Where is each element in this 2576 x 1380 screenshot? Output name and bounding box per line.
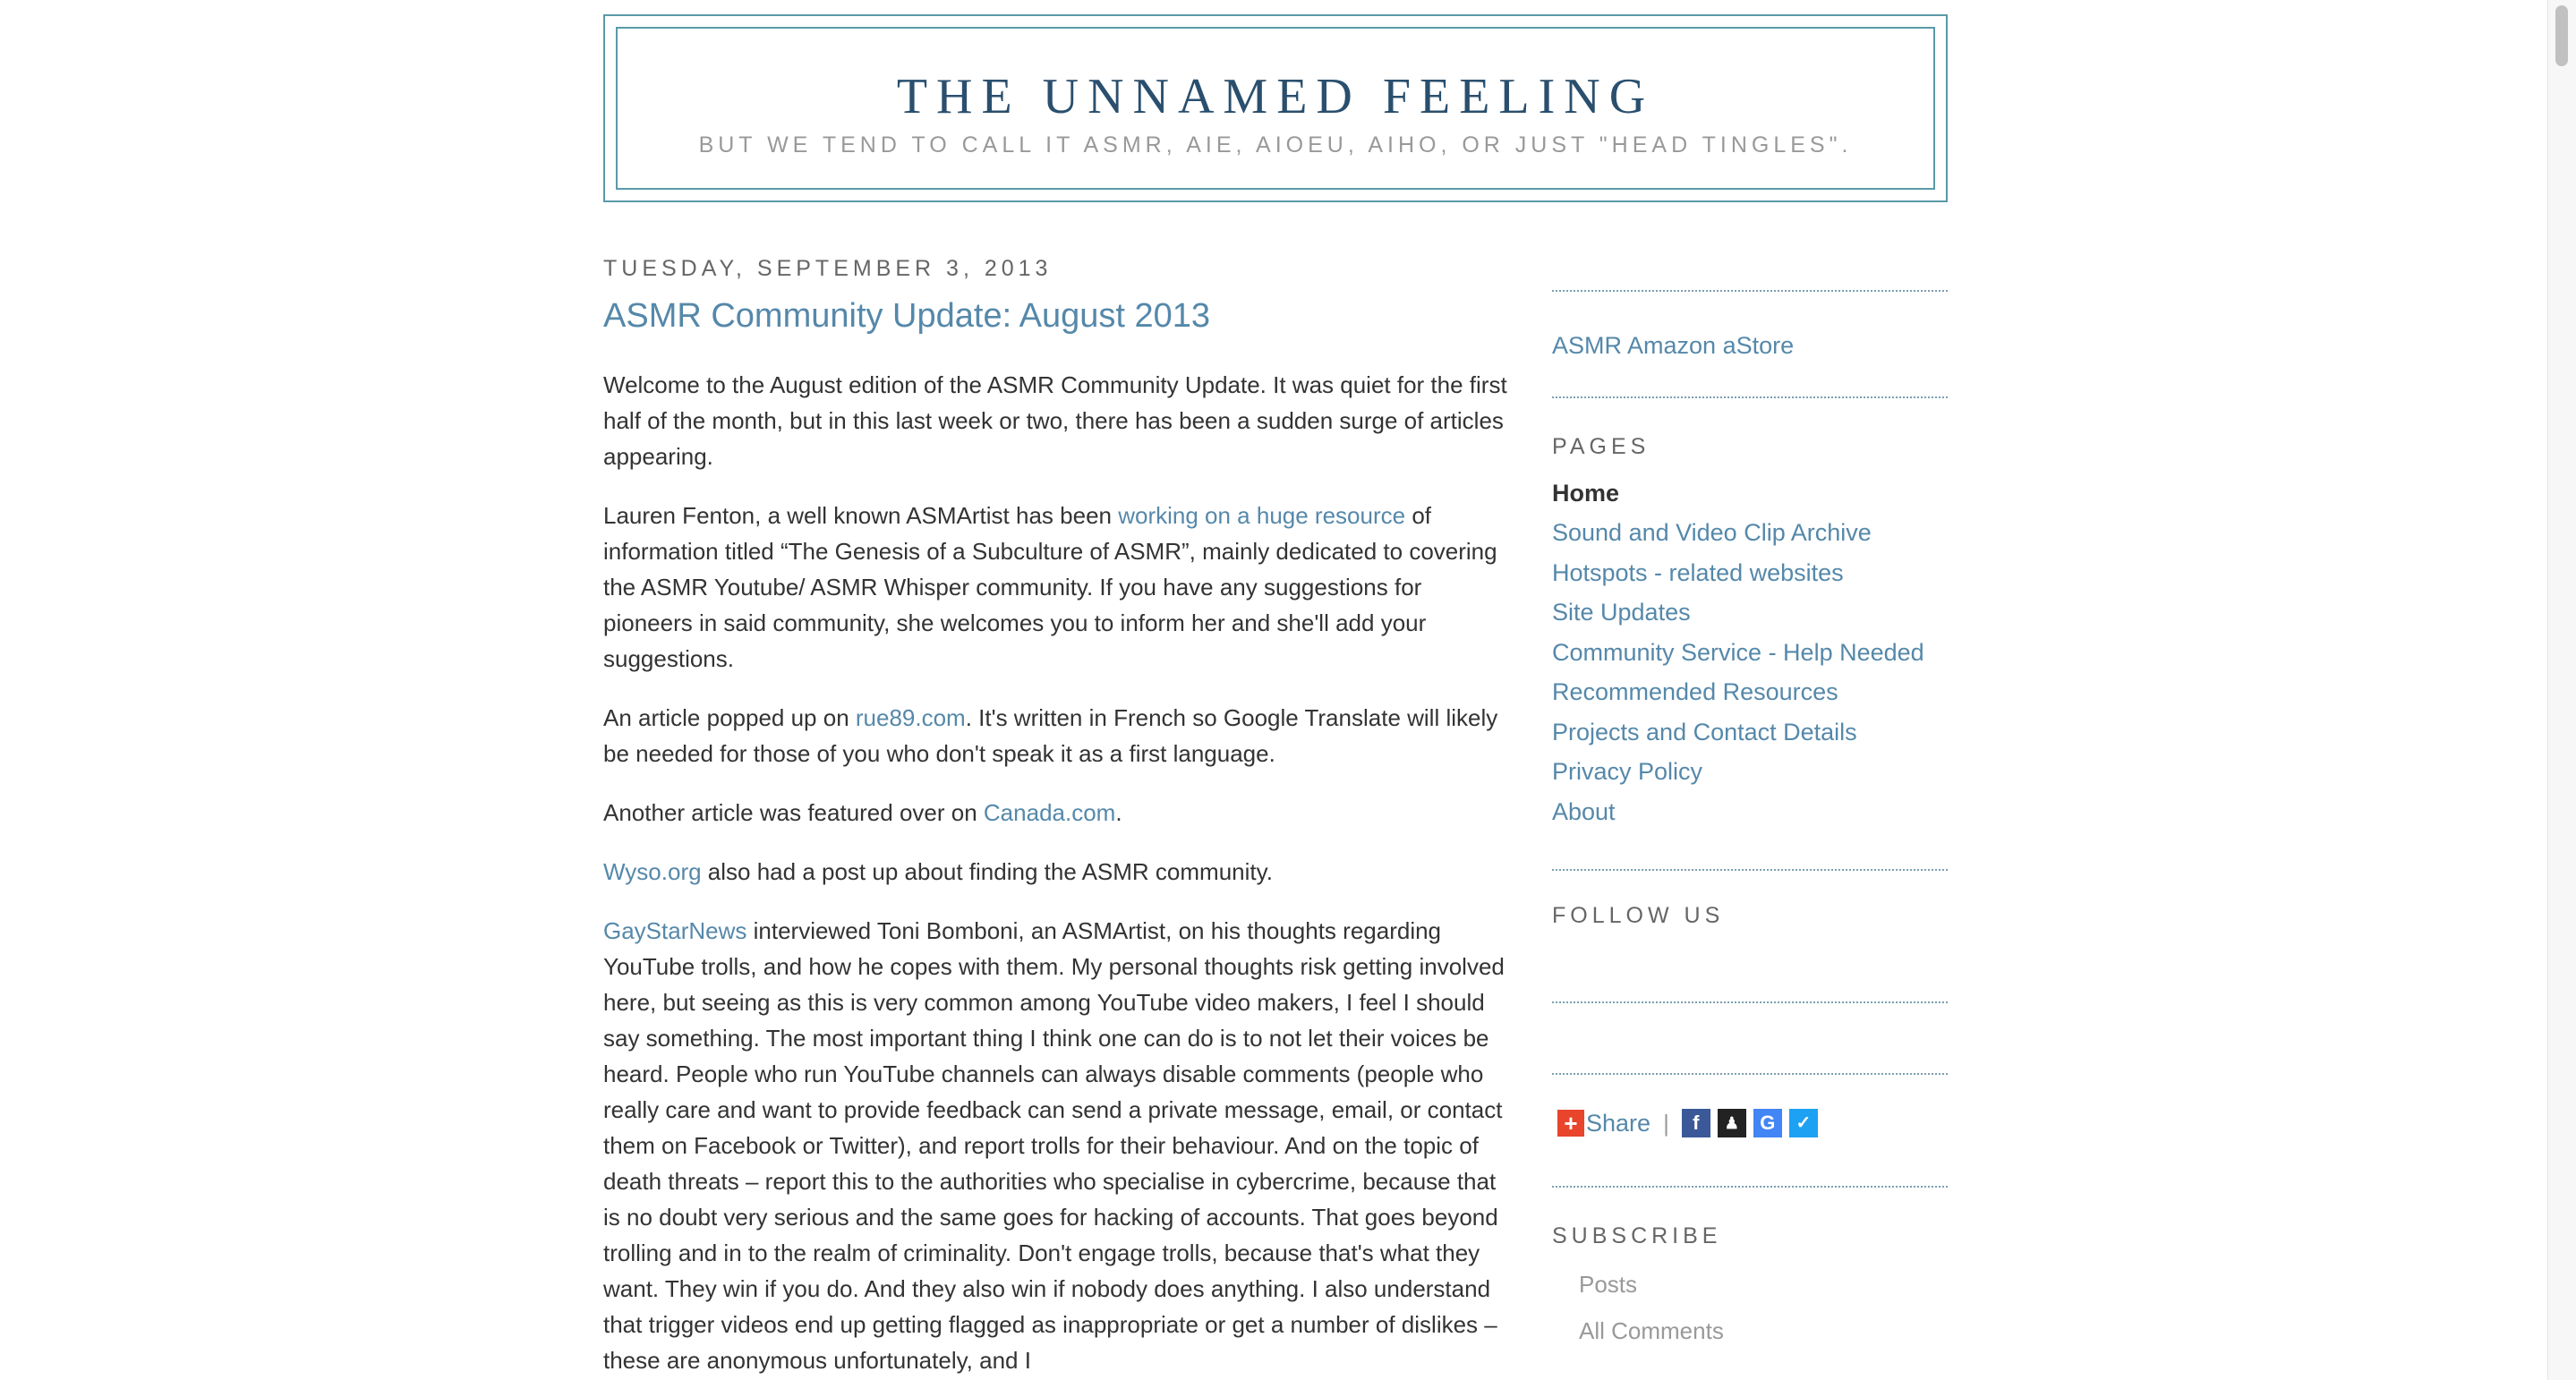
subscribe-list <box>1552 1266 1948 1349</box>
post-body <box>603 367 1507 1378</box>
blog-description: BUT WE TEND TO CALL IT ASMR, AIE, AIOEU, AIHO, OR JUST "HEAD TINGLES". <box>698 132 1853 158</box>
blog-header-inner-frame <box>616 27 1935 190</box>
sidebar-divider <box>1552 1001 1948 1003</box>
page-item-community-service[interactable]: Community Service - Help Needed <box>1552 638 1924 666</box>
myspace-icon[interactable]: ♟ <box>1718 1109 1746 1137</box>
paragraph-text: . It's written in French so Google Translate will likely be needed for those of you who don't speak it as a first language. <box>603 704 1498 767</box>
follow-us-heading: FOLLOW US <box>1552 903 1725 928</box>
paragraph-text: interviewed Toni Bomboni, an ASMArtist, on his thoughts regarding YouTube trolls, and how he copes with them. My personal thoughts risk getting involved here, but seeing as this is very common among YouTube video makers, I feel I should say something. The most important thing I think one can do is to not let their voices be heard. People who run YouTube channels can always disable comments (people who really care and want to provide feedback can send a private message, email, or contact them on Facebook or Twitter), and report trolls for their behaviour. And on the topic of death threats – report this to the authorities who specialise in cybercrime, because that is no doubt very serious and the same goes for hacking of accounts. That goes beyond trolling and in to the realm of criminality. Don't engage trolls, because that's what they want. They win if you do. And they also win if nobody does anything. I also understand that trigger videos end up getting flagged as inappropriate or get a number of dislikes – these are anonymous unfortunately, and I <box>603 917 1505 1374</box>
page-item-privacy-policy[interactable]: Privacy Policy <box>1552 758 1703 785</box>
canada-link[interactable]: Canada.com <box>983 799 1116 826</box>
wyso-link[interactable]: Wyso.org <box>603 858 702 885</box>
pages-heading: PAGES <box>1552 433 1651 459</box>
blog-title[interactable]: THE UNNAMED FEELING <box>896 69 1655 124</box>
post-paragraph-gaystarnews <box>603 913 1507 1378</box>
twitter-icon[interactable]: ✓ <box>1789 1109 1818 1137</box>
pages-list <box>1552 473 1948 832</box>
paragraph-text: An article popped up on <box>603 704 856 731</box>
sidebar-divider <box>1552 396 1948 398</box>
amazon-astore-link[interactable]: ASMR Amazon aStore <box>1552 332 1795 359</box>
post-title[interactable] <box>603 295 1507 336</box>
share-separator: | <box>1663 1109 1669 1137</box>
post-paragraph-canada <box>603 795 1507 831</box>
subscribe-all-comments[interactable]: All Comments <box>1579 1317 1724 1344</box>
share-plus-icon[interactable]: + <box>1557 1110 1584 1137</box>
sidebar-divider <box>1552 1186 1948 1188</box>
main-column <box>603 251 1507 1380</box>
paragraph-text: Lauren Fenton, a well known ASMArtist has been <box>603 502 1119 529</box>
subscribe-heading: SUBSCRIBE <box>1552 1223 1722 1248</box>
page-item-projects-contact[interactable]: Projects and Contact Details <box>1552 718 1857 745</box>
page-item-home[interactable]: Home <box>1552 479 1620 507</box>
sidebar-divider <box>1552 290 1948 292</box>
rue89-link[interactable]: rue89.com <box>855 704 966 731</box>
page-item-hotspots[interactable]: Hotspots - related websites <box>1552 558 1844 586</box>
huge-resource-link[interactable]: working on a huge resource <box>1118 502 1406 529</box>
post-paragraph-intro <box>603 367 1507 474</box>
blog-header <box>603 14 1948 202</box>
post-paragraph-rue89 <box>603 700 1507 771</box>
page-item-site-updates[interactable]: Site Updates <box>1552 599 1691 626</box>
post-date: TUESDAY, SEPTEMBER 3, 2013 <box>603 256 1053 281</box>
sidebar-divider <box>1552 869 1948 871</box>
paragraph-text: also had a post up about finding the ASMR community. <box>701 858 1273 885</box>
subscribe-posts[interactable]: Posts <box>1579 1271 1638 1298</box>
scrollbar-thumb[interactable] <box>2555 5 2568 66</box>
page-item-recommended-resources[interactable]: Recommended Resources <box>1552 678 1838 705</box>
post-paragraph-lauren <box>603 498 1507 677</box>
page-item-about[interactable]: About <box>1552 797 1616 825</box>
gaystarnews-link[interactable]: GayStarNews <box>603 917 747 944</box>
sidebar-divider <box>1552 1073 1948 1075</box>
vertical-scrollbar[interactable] <box>2547 0 2576 1380</box>
sidebar <box>1552 251 1948 1349</box>
facebook-icon[interactable]: f <box>1682 1109 1710 1137</box>
paragraph-text: . <box>1115 799 1122 826</box>
share-row <box>1552 1105 1948 1141</box>
paragraph-text: of information titled “The Genesis of a Subculture of ASMR”, mainly dedicated to covering the ASMR Youtube/ ASMR Whisper community. If you have any suggestions for pioneers in said community, she welcomes you to inform her and she'll add your suggestions. <box>603 502 1497 672</box>
post-paragraph-wyso <box>603 854 1507 890</box>
page-item-sound-video-archive[interactable]: Sound and Video Clip Archive <box>1552 519 1872 546</box>
google-icon[interactable]: G <box>1753 1109 1782 1137</box>
post-title-link[interactable]: ASMR Community Update: August 2013 <box>603 297 1211 335</box>
share-button[interactable]: Share <box>1586 1109 1651 1137</box>
paragraph-text: Welcome to the August edition of the ASMR Community Update. It was quiet for the first half of the month, but in this last week or two, there has been a sudden surge of articles appearing. <box>603 371 1507 470</box>
paragraph-text: Another article was featured over on <box>603 799 984 826</box>
